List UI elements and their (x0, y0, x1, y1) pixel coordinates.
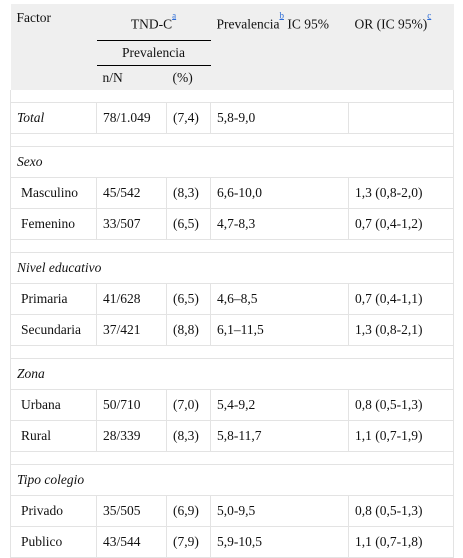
table-row: Urbana 50/710 (7,0) 5,4-9,2 0,8 (0,5-1,3) (11, 390, 454, 421)
header-or: OR (IC 95%)$^{^c}$ (349, 4, 454, 41)
table-row: Publico 43/544 (7,9) 5,9-10,5 1,1 (0,7-1,8) (11, 527, 454, 558)
table-row: Rural 28/339 (8,3) 5,8-11,7 1,1 (0,7-1,9) (11, 421, 454, 452)
section-row: Sexo (11, 147, 454, 178)
header-sub-prevalencia: Prevalencia (97, 41, 211, 66)
header-tnd: TND-$C^{^a}$ (97, 4, 211, 41)
table-row: Primaria 41/628 (6,5) 4,6–8,5 0,7 (0,4-1,1) (11, 284, 454, 315)
table-row: Femenino 33/507 (6,5) 4,7-8,3 0,7 (0,4-1,2) (11, 209, 454, 240)
footnote-link-b[interactable]: b (279, 10, 284, 20)
prevalence-table (10, 4, 454, 558)
header-nN: n/N (97, 66, 167, 91)
table-body (11, 90, 454, 558)
footnote-link-a[interactable]: a (172, 10, 177, 20)
header-factor: Factor (11, 4, 97, 41)
table-row: Total 78/1.049 (7,4) 5,8-9,0 (11, 103, 454, 134)
section-row: Nivel educativo (11, 253, 454, 284)
section-row: Zona (11, 359, 454, 390)
table-row: Masculino 45/542 (8,3) 6,6-10,0 1,3 (0,8-2,0) (11, 178, 454, 209)
section-row: Tipo colegio (11, 465, 454, 496)
header-prevalencia-ic: Prevalencia$^{^b}$ IC 95% (211, 4, 349, 41)
table-header (11, 4, 454, 90)
table-container (10, 4, 453, 558)
table-row: Privado 35/505 (6,9) 5,0-9,5 0,8 (0,5-1,3) (11, 496, 454, 527)
table-row: Secundaria 37/421 (8,8) 6,1–11,5 1,3 (0,8-2,1) (11, 315, 454, 346)
footnote-link-c[interactable]: c (427, 10, 432, 20)
header-pct: (%) (167, 66, 211, 91)
